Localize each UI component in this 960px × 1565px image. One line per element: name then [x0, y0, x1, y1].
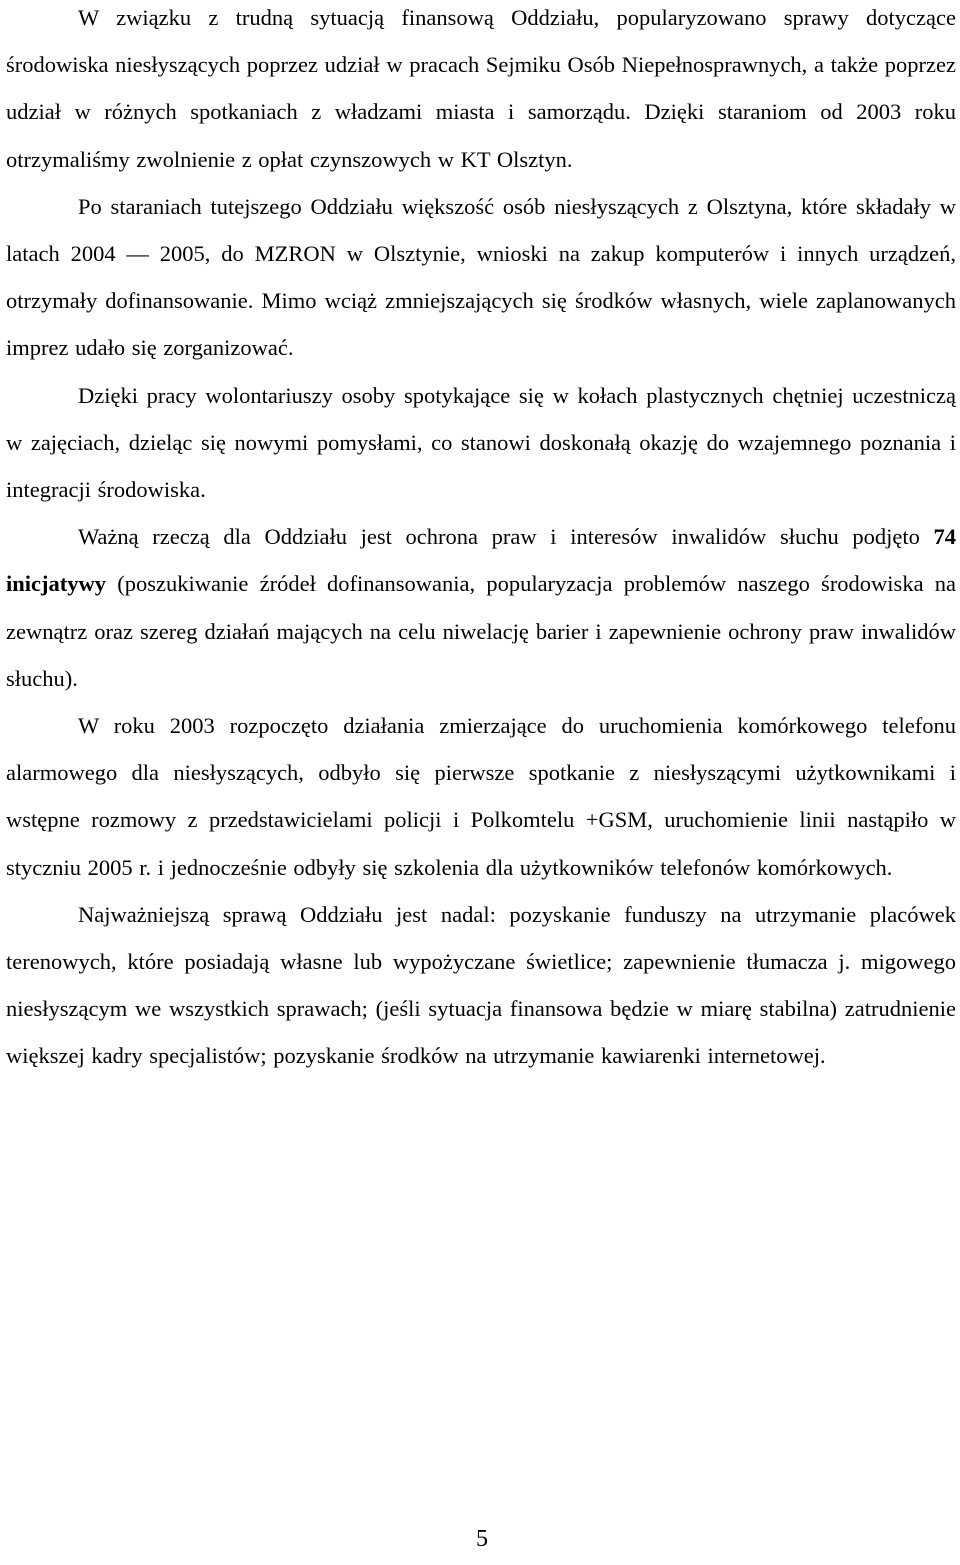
paragraph-3: Dzięki pracy wolontariuszy osoby spotykające się w kołach plastycznych chętniej uczestniczą w zajęciach, dzieląc się nowymi pomysłami, co stanowi doskonałą okazję do wzajemnego poznania i integracji środowiska.	[6, 382, 956, 503]
paragraph-2: Po staraniach tutejszego Oddziału większość osób niesłyszących z Olsztyna, które składały w latach 2004 — 2005, do MZRON w Olsztynie, wnioski na zakup komputerów i innych urządzeń, otrzymały dofinansowanie. Mimo wciąż zmniejszających się środków własnych, wiele zaplanowanych imprez udało się zorganizować.	[6, 193, 956, 361]
paragraph-4-bold-initiatives: 74 inicjatywy	[6, 524, 956, 597]
paragraph-4	[6, 513, 956, 702]
document-page	[6, 0, 956, 1080]
paragraph-5: W roku 2003 rozpoczęto działania zmierzające do uruchomienia komórkowego telefonu alarmowego dla niesłyszących, odbyło się pierwsze spotkanie z niesłyszącymi użytkownikami i wstępne rozmowy z przedstawicielami policji i Polkomtelu +GSM, uruchomienie linii nastąpiło w styczniu 2005 r. i jednocześnie odbyły się szkolenia dla użytkowników telefonów komórkowych.	[6, 713, 956, 880]
paragraph-6: Najważniejszą sprawą Oddziału jest nadal: pozyskanie funduszy na utrzymanie placówek terenowych, które posiadają własne lub wypożyczane świetlice; zapewnienie tłumacza j. migowego niesłyszącym we wszystkich sprawach; (jeśli sytuacja finansowa będzie w miarę stabilna) zatrudnienie większej kadry specjalistów; pozyskanie środków na utrzymanie kawiarenki internetowej.	[6, 901, 956, 1069]
paragraph-4-text-before: Ważną rzeczą dla Oddziału jest ochrona praw i interesów inwalidów słuchu podjęto	[78, 524, 934, 550]
paragraph-1: W związku z trudną sytuacją finansową Oddziału, popularyzowano sprawy dotyczące środowiska niesłyszących poprzez udział w pracach Sejmiku Osób Niepełnosprawnych, a także poprzez udział w różnych spotkaniach z władzami miasta i samorządu. Dzięki staraniom od 2003 roku otrzymaliśmy zwolnienie z opłat czynszowych w KT Olsztyn.	[6, 5, 956, 172]
page-number: 5	[476, 1526, 488, 1552]
paragraph-4-text-after: (poszukiwanie źródeł dofinansowania, popularyzacja problemów naszego środowiska na zewnątrz oraz szereg działań mających na celu niwelację barier i zapewnienie ochrony praw inwalidów słuchu).	[6, 571, 956, 691]
